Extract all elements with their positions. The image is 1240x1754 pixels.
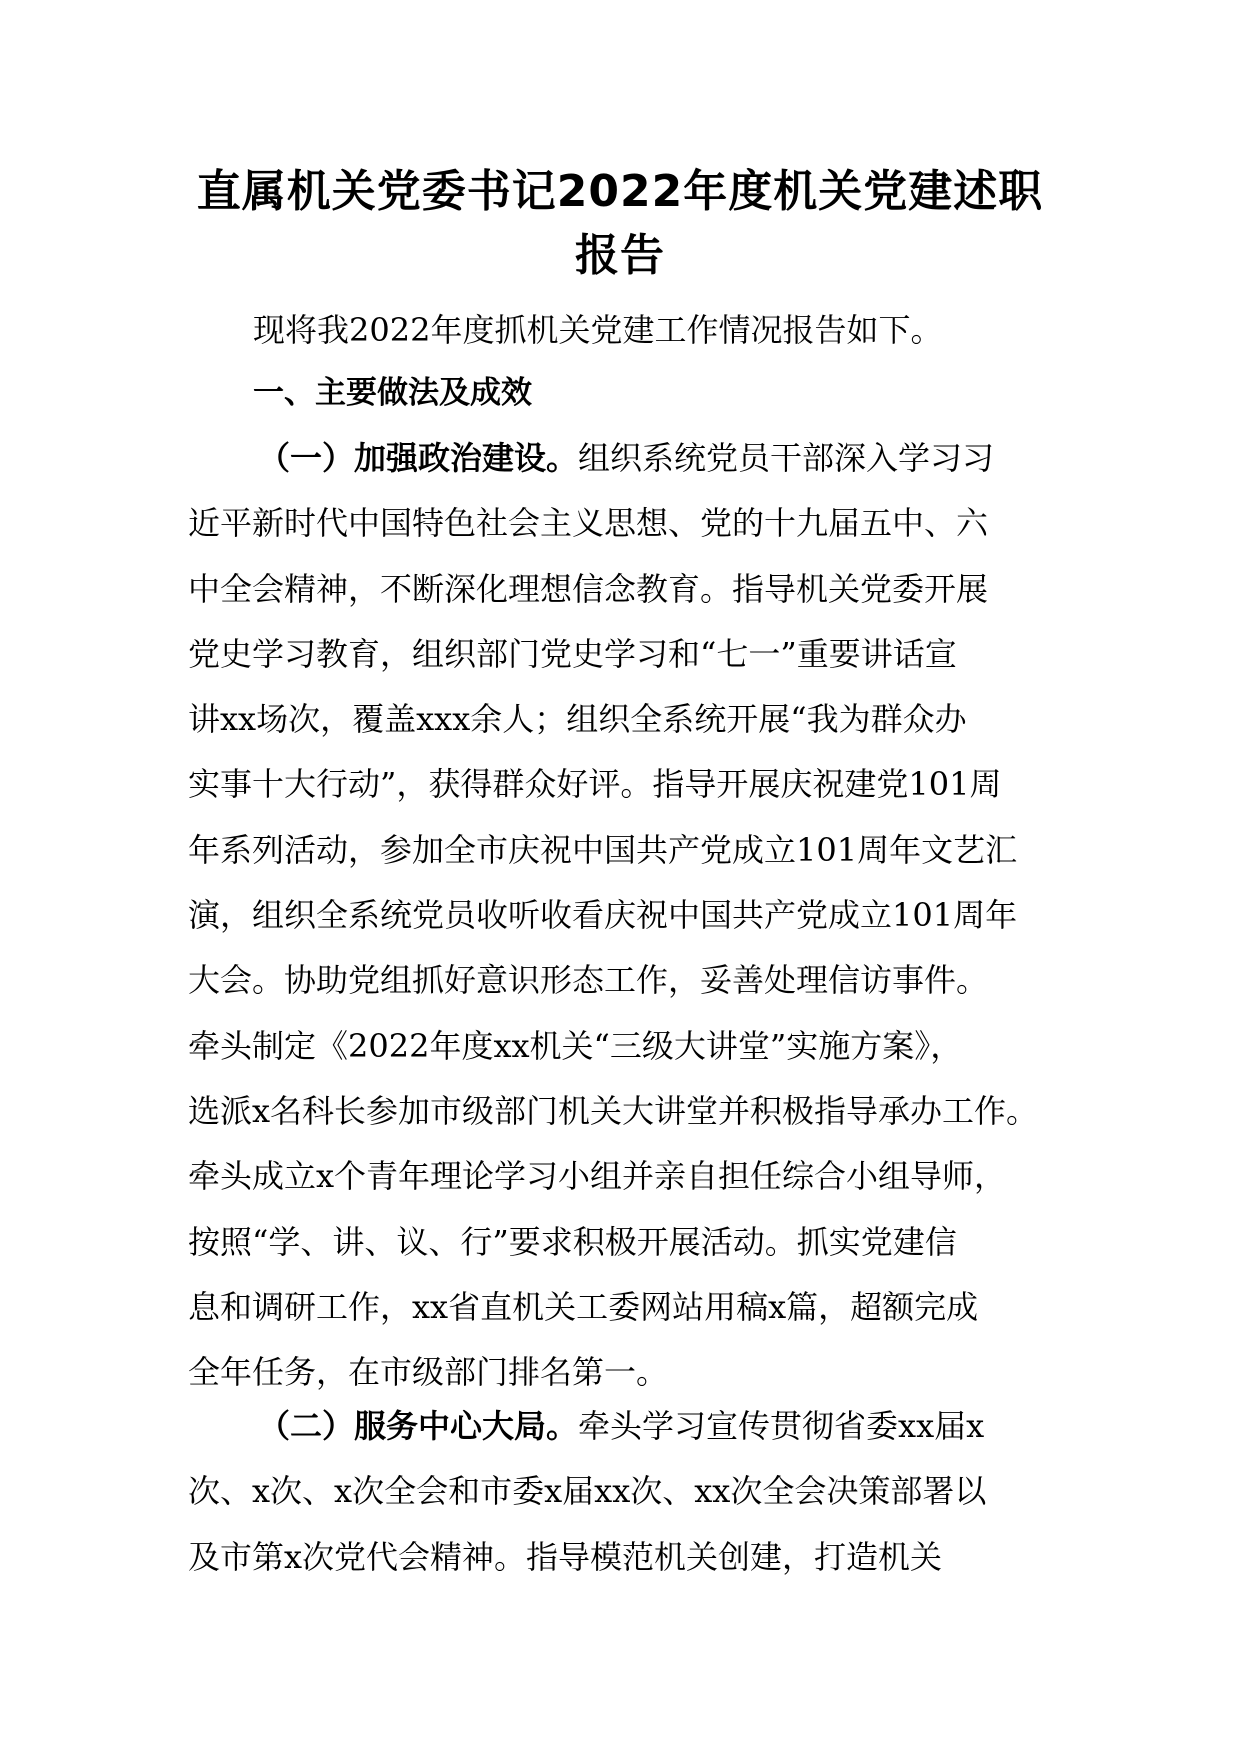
paragraph-line: 全年任务，在市级部门排名第一。 [188, 1353, 669, 1392]
paragraph-line: 年系列活动，参加全市庆祝中国共产党成立101周年文艺汇 [188, 830, 1018, 869]
paragraph-line: 选派x名科长参加市级部门机关大讲堂并积极指导承办工作。 [188, 1091, 1039, 1130]
paragraph-line: 次、x次、x次全会和市委x届xx次、xx次全会决策部署以 [188, 1472, 987, 1511]
paragraph-political-building [188, 426, 1058, 1405]
document-title [160, 160, 1080, 288]
paragraph-line: 中全会精神，不断深化理想信念教育。指导机关党委开展 [188, 569, 989, 608]
paragraph-line [188, 426, 1058, 491]
paragraph-line: 讲xx场次，覆盖xxx余人；组织全系统开展“我为群众办 [188, 700, 967, 739]
paragraph-line: 大会。协助党组抓好意识形态工作，妥善处理信访事件。 [188, 961, 989, 1000]
paragraph-line: 按照“学、讲、议、行”要求积极开展活动。抓实党建信 [188, 1222, 957, 1261]
section-heading: 一、主要做法及成效 [253, 375, 532, 411]
paragraph-serve-center [188, 1394, 1058, 1590]
paragraph-line: 演，组织全系统党员收听收看庆祝中国共产党成立101周年 [188, 896, 1018, 935]
paragraph-line: 息和调研工作，xx省直机关工委网站用稿x篇，超额完成 [188, 1287, 979, 1326]
paragraph-line [188, 1394, 1058, 1459]
paragraph-line: 牵头制定《2022年度xx机关“三级大讲堂”实施方案》， [188, 1026, 963, 1065]
paragraph-line: 及市第x次党代会精神。指导模范机关创建，打造机关 [188, 1537, 943, 1576]
paragraph-line-text: 牵头学习宣传贯彻省委xx届x [578, 1407, 985, 1445]
paragraph-line: 近平新时代中国特色社会主义思想、党的十九届五中、六 [188, 504, 989, 543]
paragraph-lead: （二）服务中心大局。 [258, 1407, 579, 1445]
title-line-1: 直属机关党委书记2022年度机关党建述职 [196, 166, 1044, 217]
paragraph-line: 党史学习教育，组织部门党史学习和“七一”重要讲话宣 [188, 634, 957, 673]
title-line-2: 报告 [575, 230, 665, 281]
paragraph-lead: （一）加强政治建设。 [258, 439, 579, 477]
intro-paragraph: 现将我2022年度抓机关党建工作情况报告如下。 [253, 311, 943, 349]
paragraph-line: 实事十大行动”，获得群众好评。指导开展庆祝建党101周 [188, 765, 1002, 804]
paragraph-line-text: 组织系统党员干部深入学习习 [578, 439, 995, 477]
paragraph-line: 牵头成立x个青年理论学习小组并亲自担任综合小组导师， [188, 1157, 1007, 1196]
